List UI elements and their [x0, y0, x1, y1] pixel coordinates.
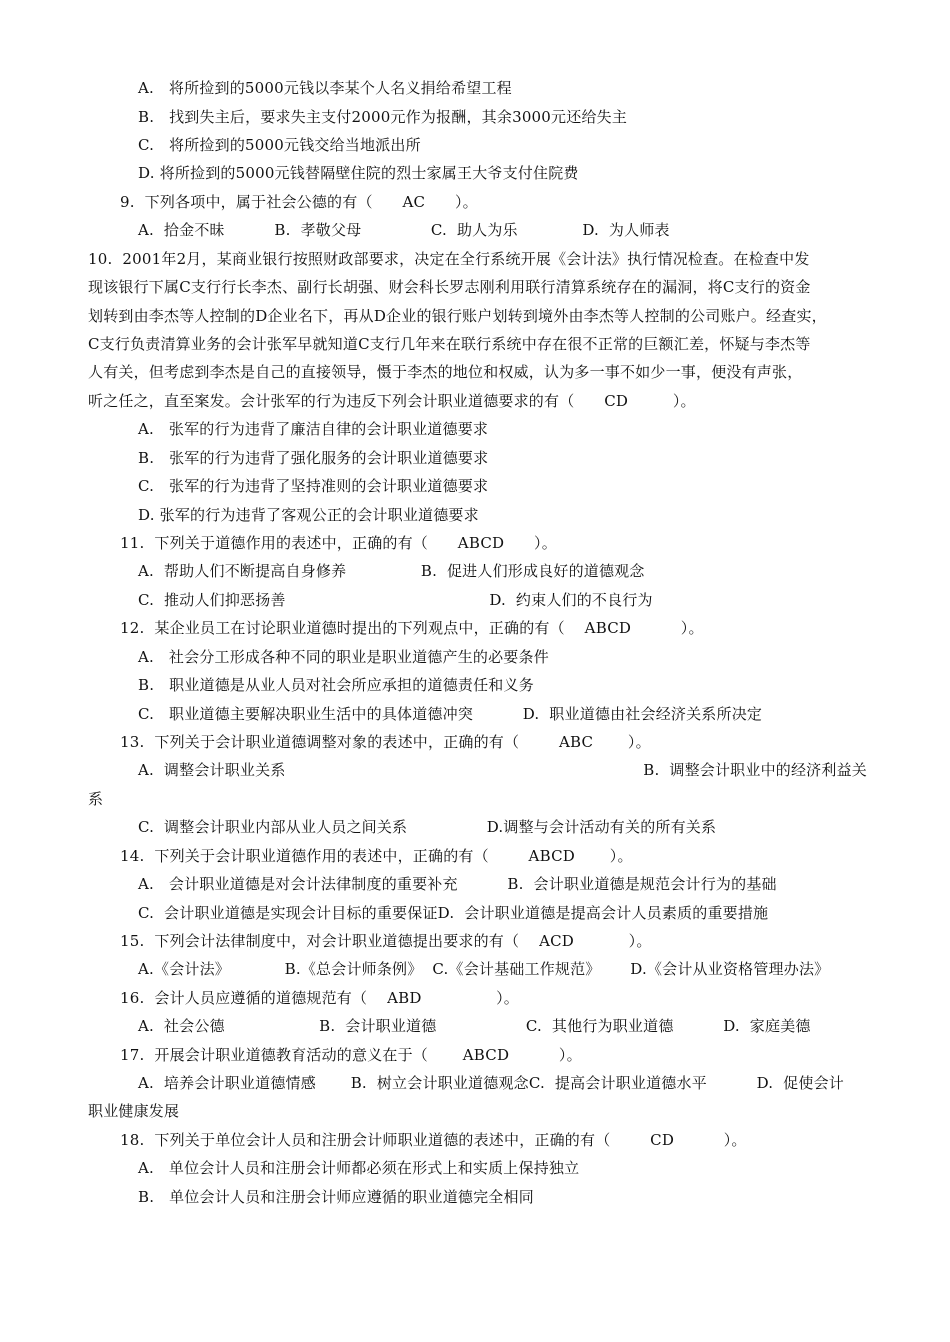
- options-9: A. 拾金不昧 B. 孝敬父母 C. 助人为乐 D. 为人师表: [138, 221, 670, 239]
- question-10-line-1: 10. 2001年2月，某商业银行按照财政部要求，决定在全行系统开展《会计法》执行情况检查。在检查中发: [88, 250, 810, 268]
- options-14-ab: A. 会计职业道德是对会计法律制度的重要补充 B. 会计职业道德是规范会计行为的基础: [138, 875, 777, 893]
- option-8c: C. 将所捡到的5000元钱交给当地派出所: [138, 136, 421, 154]
- options-12-cd: C. 职业道德主要解决职业生活中的具体道德冲突 D. 职业道德由社会经济关系所决定: [138, 705, 763, 723]
- option-10a: A. 张军的行为违背了廉洁自律的会计职业道德要求: [138, 420, 489, 438]
- options-16: A. 社会公德 B. 会计职业道德 C. 其他行为职业道德 D. 家庭美德: [138, 1017, 811, 1035]
- options-17-wrap: 职业健康发展: [88, 1102, 180, 1120]
- question-10-line-5: 人有关，但考虑到李杰是自己的直接领导，慑于李杰的地位和权威，认为多一事不如少一事，便没有声张，: [88, 363, 803, 381]
- options-13-ab: A. 调整会计职业关系 B. 调整会计职业中的经济利益关: [138, 761, 867, 779]
- option-8d: D. 将所捡到的5000元钱替隔壁住院的烈士家属王大爷支付住院费: [138, 164, 579, 182]
- option-8a: A. 将所捡到的5000元钱以李某个人名义捐给希望工程: [138, 79, 512, 97]
- question-18: 18. 下列关于单位会计人员和注册会计师职业道德的表述中，正确的有（ CD ）。: [120, 1131, 747, 1149]
- option-10b: B. 张军的行为违背了强化服务的会计职业道德要求: [138, 449, 489, 467]
- option-12b: B. 职业道德是从业人员对社会所应承担的道德责任和义务: [138, 676, 534, 694]
- question-15: 15. 下列会计法律制度中，对会计职业道德提出要求的有（ ACD ）。: [120, 932, 652, 950]
- question-17: 17. 开展会计职业道德教育活动的意义在于（ ABCD ）。: [120, 1046, 582, 1064]
- question-14: 14. 下列关于会计职业道德作用的表述中，正确的有（ ABCD ）。: [120, 847, 633, 865]
- options-15: A.《会计法》 B.《总会计师条例》 C.《会计基础工作规范》 D.《会计从业资格管理办法》: [138, 960, 830, 978]
- option-10c: C. 张军的行为违背了坚持准则的会计职业道德要求: [138, 477, 489, 495]
- question-9: 9. 下列各项中，属于社会公德的有（ AC ）。: [120, 193, 478, 211]
- question-13: 13. 下列关于会计职业道德调整对象的表述中，正确的有（ ABC ）。: [120, 733, 651, 751]
- question-12: 12. 某企业员工在讨论职业道德时提出的下列观点中，正确的有（ ABCD ）。: [120, 619, 704, 637]
- question-10-line-6: 听之任之，直至案发。会计张军的行为违反下列会计职业道德要求的有（ CD ）。: [88, 392, 696, 410]
- options-17: A. 培养会计职业道德情感 B. 树立会计职业道德观念C. 提高会计职业道德水平 D. 促使会计: [138, 1074, 844, 1092]
- option-18a: A. 单位会计人员和注册会计师都必须在形式上和实质上保持独立: [138, 1159, 580, 1177]
- question-10-line-3: 划转到由李杰等人控制的D企业名下，再从D企业的银行账户划转到境外由李杰等人控制的公司账户。经查实，: [88, 307, 827, 325]
- options-13-cd: C. 调整会计职业内部从业人员之间关系 D.调整与会计活动有关的所有关系: [138, 818, 717, 836]
- option-8b: B. 找到失主后，要求失主支付2000元作为报酬，其余3000元还给失主: [138, 108, 628, 126]
- options-11-ab: A. 帮助人们不断提高自身修养 B. 促进人们形成良好的道德观念: [138, 562, 645, 580]
- option-12a: A. 社会分工形成各种不同的职业是职业道德产生的必要条件: [138, 648, 549, 666]
- question-16: 16. 会计人员应遵循的道德规范有（ ABD ）。: [120, 989, 519, 1007]
- options-14-cd: C. 会计职业道德是实现会计目标的重要保证D. 会计职业道德是提高会计人员素质的重要措施: [138, 904, 769, 922]
- question-11: 11. 下列关于道德作用的表述中，正确的有（ ABCD ）。: [120, 534, 557, 552]
- question-10-line-4: C支行负责清算业务的会计张军早就知道C支行几年来在联行系统中存在很不正常的巨额汇差，怀疑与李杰等: [88, 335, 811, 353]
- option-10d: D. 张军的行为违背了客观公正的会计职业道德要求: [138, 506, 479, 524]
- options-11-cd: C. 推动人们抑恶扬善 D. 约束人们的不良行为: [138, 591, 653, 609]
- question-10-line-2: 现该银行下属C支行行长李杰、副行长胡强、财会科长罗志刚利用联行清算系统存在的漏洞，将C支行的资金: [88, 278, 811, 296]
- option-18b: B. 单位会计人员和注册会计师应遵循的职业道德完全相同: [138, 1188, 534, 1206]
- options-13-ab-wrap: 系: [88, 790, 104, 808]
